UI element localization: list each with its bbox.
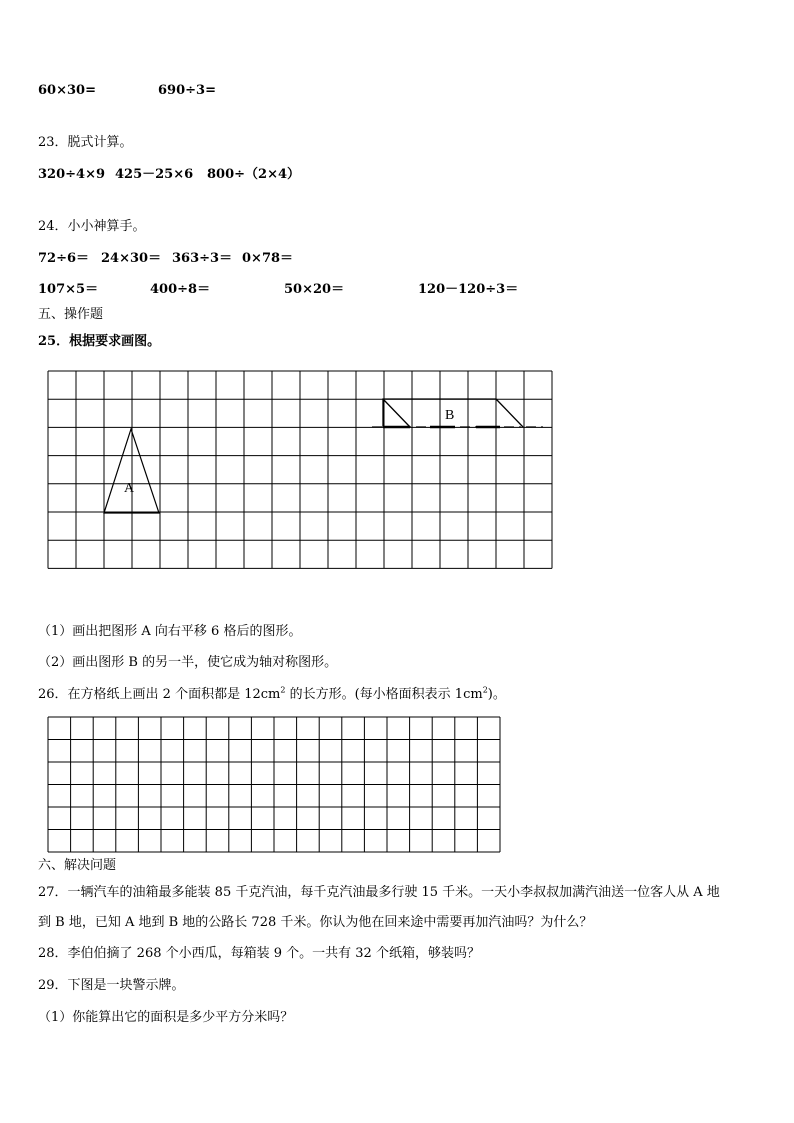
section-6-title: 六、解决问题 (38, 858, 117, 873)
q25-title: 25．根据要求画图。 (38, 334, 161, 349)
q24-expr-6: 400÷8＝ (150, 282, 211, 297)
q27-line-2: 到 B 地，已知 A 地到 B 地的公路长 728 千米。你认为他在回来途中需要再加汽油吗？为什么？ (38, 915, 593, 930)
q23-expr-3: 800÷（2×4） (207, 167, 301, 182)
q24-expr-5: 107×5＝ (38, 282, 99, 297)
q23-expr-1: 320÷4×9 (38, 167, 106, 182)
q26-prefix: 26．在方格纸上画出 2 个面积都是 12cm (38, 687, 281, 702)
q24-title: 24．小小神算手。 (38, 219, 146, 234)
q24-expr-2: 24×30＝ (101, 251, 162, 266)
section-5-title: 五、操作题 (38, 307, 104, 322)
q23-expr-2: 425－25×6 (115, 167, 194, 182)
q29-sub-1: （1）你能算出它的面积是多少平方分米吗？ (38, 1010, 294, 1025)
q23-title: 23．脱式计算。 (38, 135, 133, 150)
q26-grid-lines (48, 717, 500, 852)
q24-expr-7: 50×20＝ (284, 282, 345, 297)
q24-expr-8: 120－120÷3＝ (418, 282, 519, 297)
q29-title: 29．下图是一块警示牌。 (38, 978, 185, 993)
q27-line-1: 27．一辆汽车的油箱最多能装 85 千克汽油，每千克汽油最多行驶 15 千米。一天小李叔叔加满汽油送一位客人从 A 地 (38, 885, 720, 900)
q26-suffix: )。 (487, 687, 506, 702)
q26-sup-1: 2 (280, 685, 286, 695)
q24-expr-3: 363÷3＝ (172, 251, 233, 266)
q26-mid: 的长方形。(每小格面积表示 1cm (285, 687, 483, 702)
q22-expr-1: 60×30= (38, 83, 96, 98)
q24-expr-1: 72÷6＝ (38, 251, 90, 266)
q28-text: 28．李伯伯摘了 268 个小西瓜，每箱装 9 个。一共有 32 个纸箱，够装吗？ (38, 946, 480, 961)
figure-a-label: A (124, 481, 135, 496)
q25-sub-2: （2）画出图形 B 的另一半，使它成为轴对称图形。 (38, 655, 338, 670)
q24-expr-4: 0×78＝ (242, 251, 294, 266)
q22-expr-2: 690÷3= (158, 83, 216, 98)
q26-sup-2: 2 (482, 685, 488, 695)
figure-b-label: B (445, 408, 455, 423)
q25-sub-1: （1）画出把图形 A 向右平移 6 格后的图形。 (38, 624, 302, 639)
